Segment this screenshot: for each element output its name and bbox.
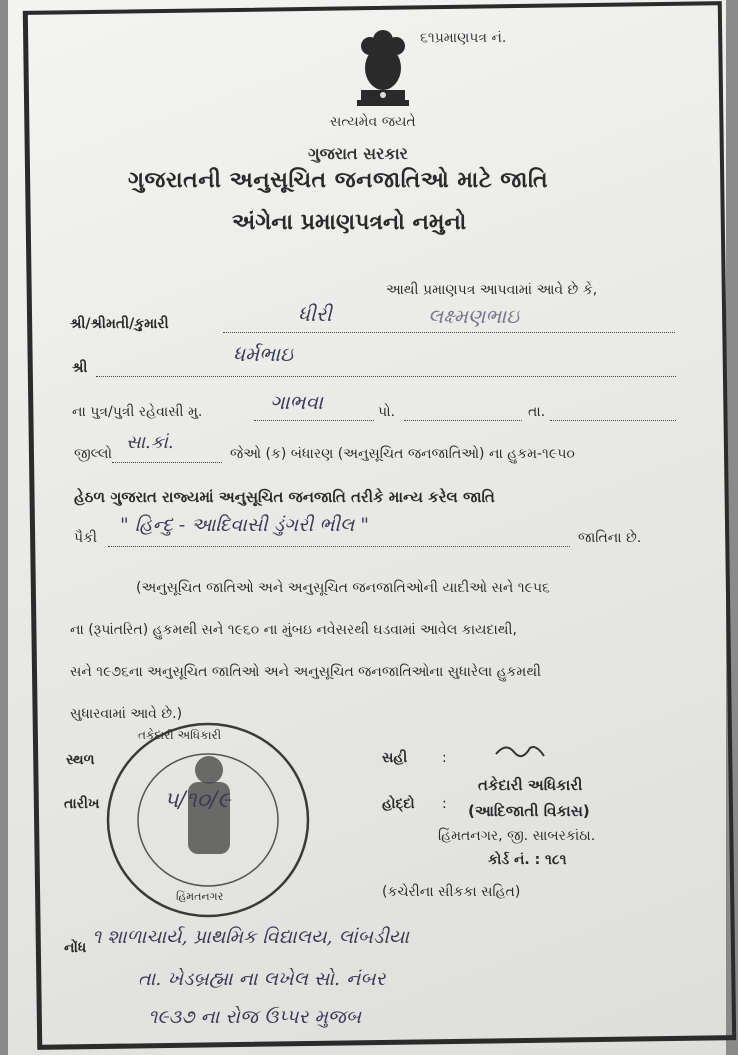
ashoka-emblem-icon (353, 28, 413, 110)
label-district: જીલ્લો (74, 446, 112, 462)
seal-top-text: તકેદારી અધિકારી (138, 728, 222, 742)
seal-bottom-text: હિંમતનગર (176, 890, 224, 903)
village-line (254, 420, 374, 421)
title-line-2: અંગેના પ્રમાણપત્રનો નમુનો (232, 210, 467, 235)
paragraph-line-2: ના (રૂપાંતરિત) હુકમથી સને ૧૯૬૦ ના મુંબઇ નવેસરથી ઘડવામાં આવેલ કાયદાથી, (70, 622, 517, 638)
handwritten-name: ધીરી (298, 302, 332, 326)
label-date: તારીખ (64, 796, 100, 812)
handwritten-date: ૫/૧૦/૯ (164, 788, 231, 813)
handwritten-note-2: તા. ખેડબ્રહ્મા ના લખેલ સો. નંબર (138, 968, 386, 990)
label-caste-suffix: જાતિના છે. (578, 530, 642, 546)
government-name: ગુજરાત સરકાર (308, 144, 408, 163)
paragraph-line-3: સને ૧૯૭૬ના અનુસૂચિત જાતિઓ અને અનુસૂચિત જનજાતિઓના સુધારેલા હુકમથી (70, 664, 542, 680)
caste-line (108, 546, 570, 547)
designation-line-4: કોર્ડ નં. : ૧૮૧ (488, 852, 567, 868)
label-shri: શ્રી (72, 360, 88, 376)
handwritten-district: સા.કાં. (126, 432, 174, 453)
label-name: શ્રી/શ્રીમતી/કુમારી (70, 316, 169, 332)
signature-icon (492, 736, 552, 764)
designation-line-3: હિંમતનગર, જી. સાબરકાંઠા. (438, 828, 596, 844)
seal-note: (કચેરીના સીકકા સહિત) (382, 884, 521, 900)
intro-text: આથી પ્રમાણપત્ર આપવામાં આવે છે કે, (386, 282, 598, 298)
designation-colon: : (442, 796, 447, 812)
name-line (223, 332, 675, 333)
label-son-of: ના પુત્ર/પુત્રી રહેવાસી મુ. (72, 404, 203, 420)
district-line (112, 462, 222, 463)
designation-line-2: (આદિજાતી વિકાસ) (468, 802, 590, 820)
handwritten-father: ધર્મભાઇ (233, 342, 293, 366)
handwritten-note-3: ૧૯૩૭ ના રોજ ઉપ્પર મુજબ (148, 1006, 362, 1028)
ta-line (550, 420, 676, 421)
label-po: પો. (378, 404, 396, 420)
label-note: નોંધ (64, 940, 87, 956)
certificate-number-label: ૬૧પ્રમાણપત્ર નં. (420, 30, 507, 46)
handwritten-name-2: લક્ષ્મણભાઇ (428, 304, 520, 328)
signature-colon: : (442, 750, 447, 766)
motto: સત્યમેવ જયતે (330, 114, 416, 130)
po-line (404, 420, 522, 421)
handwritten-village: ગાભવા (270, 390, 323, 414)
paragraph-line-1: (અનુસૂચિત જાતિઓ અને અનુસૂચિત જનજાતિઓની યાદીઓ સને ૧૯૫૬ (136, 580, 550, 596)
label-place: સ્થળ (66, 752, 95, 768)
label-ta: તા. (528, 404, 546, 420)
father-line (96, 376, 676, 377)
text-line-5: હેઠળ ગુજરાત રાજ્યમાં અનુસૂચિત જનજાતિ તરીકે માન્ય કરેલ જાતિ (74, 488, 495, 506)
paragraph-line-4: સુધારવામાં આવે છે.) (70, 706, 183, 722)
designation-line-1: તકેદારી અધિકારી (478, 776, 583, 794)
handwritten-caste: " હિન્દુ - આદિવાસી ડુંગરી ભીલ " (120, 514, 370, 536)
handwritten-note-1: ૧ શાળાચાર્ય, પ્રાથમિક વિદ્યાલય, લાંબડીયા (92, 926, 409, 948)
certificate-paper (8, 0, 726, 1055)
label-signature: સહી (382, 750, 408, 766)
title-line-1: ગુજરાતની અનુસૂચિત જનજાતિઓ માટે જાતિ (128, 168, 549, 193)
text-line-4: જેઓ (ક) બંધારણ (અનુસૂચિત જનજાતિઓ) ના હુકમ-૧૯૫૦ (230, 446, 575, 462)
label-among: પૈકી (74, 530, 97, 546)
label-designation: હોદ્દો (382, 796, 415, 812)
